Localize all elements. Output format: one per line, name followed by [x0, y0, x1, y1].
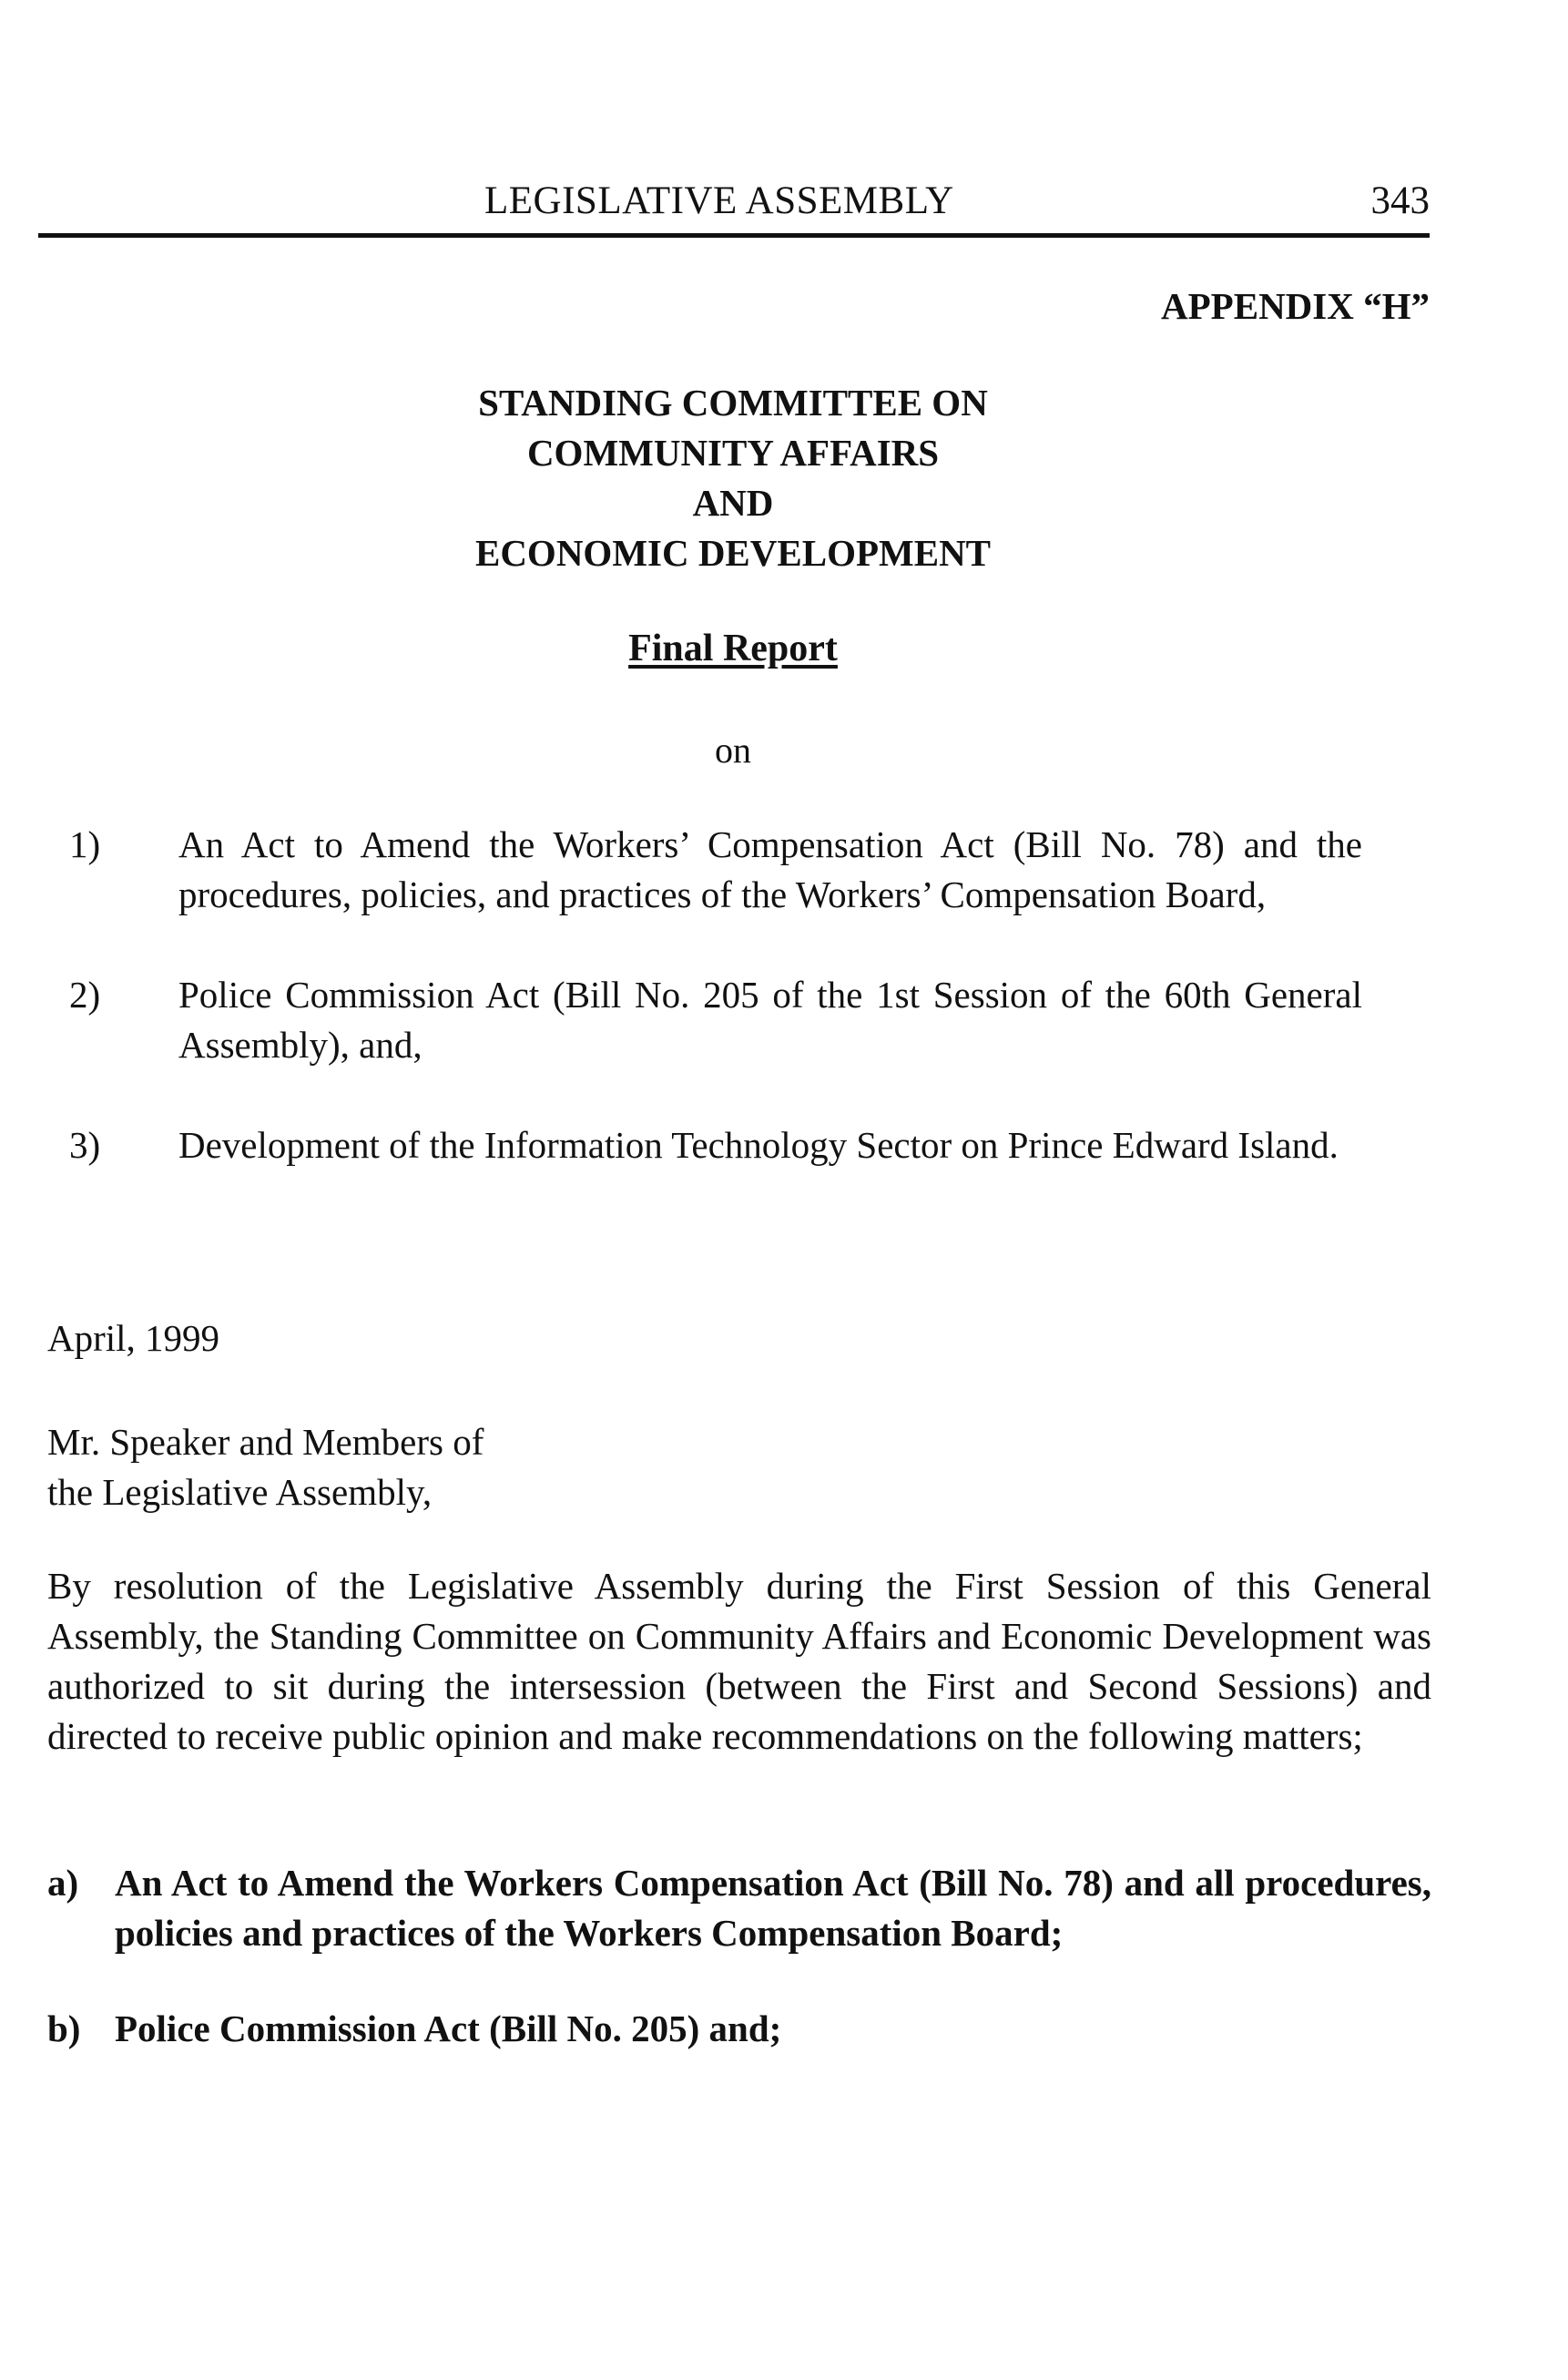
- committee-line: STANDING COMMITTEE ON: [478, 382, 988, 424]
- salutation: [47, 1417, 484, 1517]
- on-word: on: [715, 730, 751, 771]
- appendix-label: APPENDIX “H”: [1161, 285, 1430, 327]
- committee-line: ECONOMIC DEVELOPMENT: [474, 532, 992, 574]
- list-item-text: An Act to Amend the Workers’ Compensation Act (Bill No. 78) and the procedures, policies, and practices of the Workers’ Compensation Board,: [178, 823, 1362, 915]
- report-title: Final Report: [628, 628, 838, 669]
- matter-marker: b): [47, 2007, 81, 2049]
- salutation-line: Mr. Speaker and Members of: [47, 1421, 484, 1463]
- list-marker: 1): [69, 823, 101, 865]
- matter-text: An Act to Amend the Workers Compensation Act (Bill No. 78) and all procedures, policies and practices of the Workers Compensation Board;: [115, 1862, 1431, 1954]
- body-paragraph: By resolution of the Legislative Assembly during the First Session of this General Assembly, the Standing Committee on Community Affairs and Economic Development was authorized to sit during the intersession (between the First and Second Sessions) and directed to receive public opinion and make recommendations on the following matters;: [47, 1565, 1431, 1757]
- list-marker: 3): [69, 1124, 101, 1166]
- committee-heading: [0, 378, 1466, 578]
- matter-text: Police Commission Act (Bill No. 205) and;: [115, 2007, 782, 2049]
- page-number: 343: [1370, 179, 1430, 222]
- running-header: [38, 179, 1430, 238]
- numbered-list: [69, 820, 1362, 1221]
- list-item-text: Development of the Information Technology Sector on Prince Edward Island.: [178, 1124, 1339, 1166]
- list-item: [69, 820, 1362, 920]
- matter-item: [47, 1858, 1431, 1958]
- committee-line: COMMUNITY AFFAIRS: [526, 432, 940, 474]
- matter-marker: a): [47, 1862, 79, 1904]
- header-title: LEGISLATIVE ASSEMBLY: [484, 179, 954, 222]
- matter-item: [47, 2004, 1431, 2054]
- salutation-line: the Legislative Assembly,: [47, 1471, 433, 1513]
- matters-list: [47, 1858, 1431, 2099]
- list-item: [69, 970, 1362, 1070]
- list-marker: 2): [69, 974, 101, 1016]
- list-item-text: Police Commission Act (Bill No. 205 of the 1st Session of the 60th General Assembly), and,: [178, 974, 1362, 1066]
- report-date: April, 1999: [47, 1317, 220, 1359]
- committee-line: AND: [692, 482, 774, 524]
- list-item: [69, 1120, 1362, 1170]
